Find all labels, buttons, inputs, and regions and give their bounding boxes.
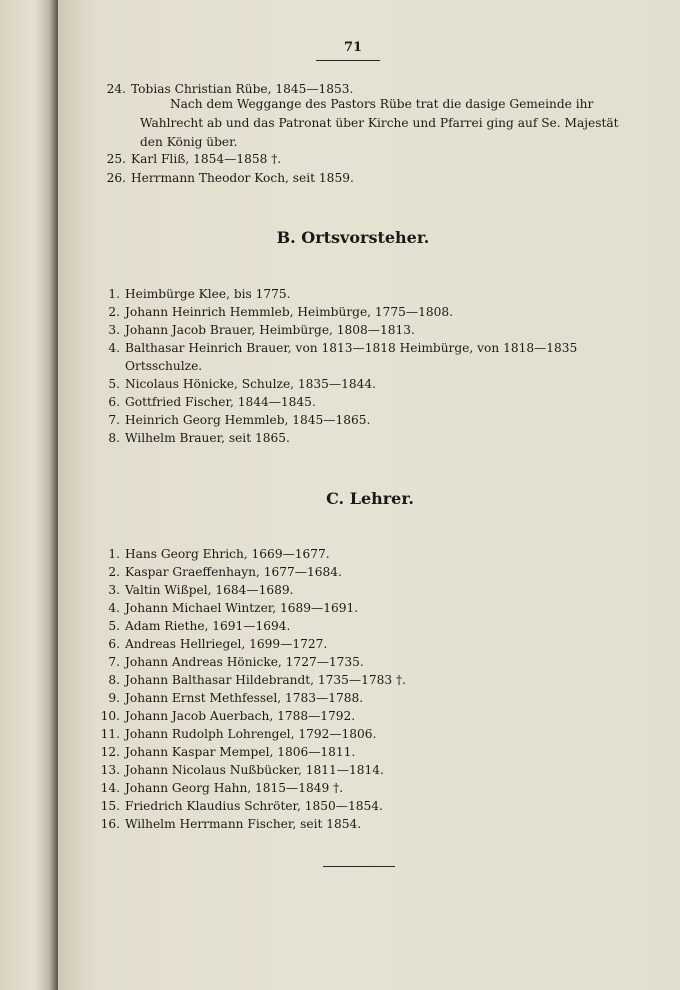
list-item: 12. Johann Kaspar Mempel, 1806—1811. (100, 745, 356, 759)
list-item: 5. Adam Riethe, 1691—1694. (108, 619, 291, 633)
list-item: 13. Johann Nicolaus Nußbücker, 1811—1814. (100, 763, 384, 777)
list-item: 3. Johann Jacob Brauer, Heimbürge, 1808—1813. (108, 323, 415, 337)
list-item: 25. Karl Fliß, 1854—1858 †. (106, 152, 282, 166)
list-item: 6. Andreas Hellriegel, 1699—1727. (108, 637, 328, 651)
list-item: 5. Nicolaus Hönicke, Schulze, 1835—1844. (108, 377, 376, 391)
list-item: 1. Hans Georg Ehrich, 1669—1677. (108, 547, 330, 561)
list-item: 26. Herrmann Theodor Koch, seit 1859. (106, 171, 354, 185)
list-item: 8. Wilhelm Brauer, seit 1865. (108, 431, 290, 445)
list-item: 1. Heimbürge Klee, bis 1775. (108, 287, 291, 301)
list-item: 6. Gottfried Fischer, 1844—1845. (108, 395, 316, 409)
section-heading-c: C. Lehrer. (326, 489, 414, 508)
book-page (58, 0, 680, 990)
list-item: 2. Johann Heinrich Hemmleb, Heimbürge, 1775—1808. (108, 305, 454, 319)
header-rule (316, 60, 380, 61)
list-item: 16. Wilhelm Herrmann Fischer, seit 1854. (100, 817, 362, 831)
book-spine-left-page (0, 0, 58, 990)
note-line: Nach dem Weggange des Pastors Rübe trat die dasige Gemeinde ihr (170, 97, 594, 111)
list-item: 3. Valtin Wißpel, 1684—1689. (108, 583, 294, 597)
list-item: 8. Johann Balthasar Hildebrandt, 1735—1783 †. (108, 673, 406, 687)
page-number: 71 (343, 40, 363, 55)
list-item: 7. Heinrich Georg Hemmleb, 1845—1865. (108, 413, 371, 427)
list-item: 24. Tobias Christian Rübe, 1845—1853. (106, 82, 354, 96)
list-item: 15. Friedrich Klaudius Schröter, 1850—1854. (100, 799, 383, 813)
note-line: den König über. (140, 135, 238, 149)
section-heading-b: B. Ortsvorsteher. (276, 228, 430, 247)
list-item: 10. Johann Jacob Auerbach, 1788—1792. (100, 709, 356, 723)
list-item: 14. Johann Georg Hahn, 1815—1849 †. (100, 781, 344, 795)
list-item: 4. Balthasar Heinrich Brauer, von 1813—1818 Heimbürge, von 1818—1835 (108, 341, 578, 355)
list-item: 4. Johann Michael Wintzer, 1689—1691. (108, 601, 359, 615)
footer-rule (323, 866, 395, 867)
list-item: 11. Johann Rudolph Lohrengel, 1792—1806. (100, 727, 377, 741)
note-line: Wahlrecht ab und das Patronat über Kirche und Pfarrei ging auf Se. Majestät (140, 116, 619, 130)
list-item-continuation: Ortsschulze. (125, 359, 203, 373)
list-item: 2. Kaspar Graeffenhayn, 1677—1684. (108, 565, 342, 579)
list-item: 9. Johann Ernst Methfessel, 1783—1788. (108, 691, 364, 705)
list-item: 7. Johann Andreas Hönicke, 1727—1735. (108, 655, 364, 669)
